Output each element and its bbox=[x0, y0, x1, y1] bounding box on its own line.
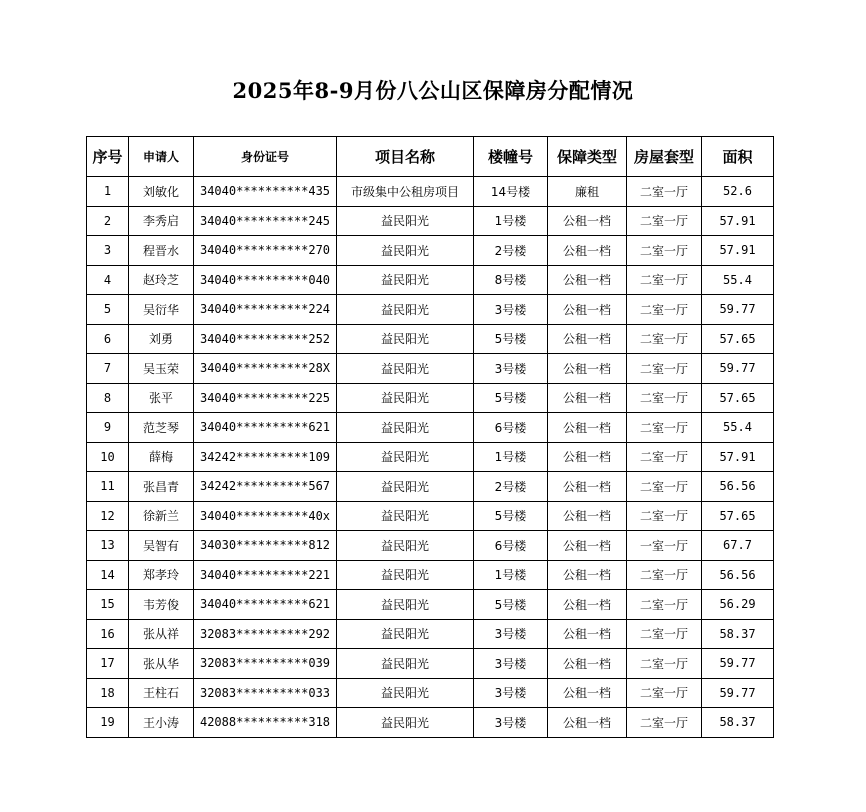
cell-housing-type: 公租一档 bbox=[548, 383, 627, 413]
cell-id-number: 34040**********621 bbox=[194, 590, 337, 620]
cell-building: 1号楼 bbox=[474, 442, 548, 472]
cell-applicant: 李秀启 bbox=[129, 206, 194, 236]
cell-building: 3号楼 bbox=[474, 708, 548, 738]
cell-layout: 二室一厅 bbox=[627, 206, 702, 236]
cell-building: 8号楼 bbox=[474, 265, 548, 295]
cell-area: 58.37 bbox=[702, 708, 774, 738]
cell-housing-type: 公租一档 bbox=[548, 265, 627, 295]
cell-area: 59.77 bbox=[702, 295, 774, 325]
cell-area: 57.65 bbox=[702, 383, 774, 413]
cell-layout: 二室一厅 bbox=[627, 590, 702, 620]
cell-housing-type: 公租一档 bbox=[548, 560, 627, 590]
cell-building: 2号楼 bbox=[474, 472, 548, 502]
cell-layout: 二室一厅 bbox=[627, 442, 702, 472]
cell-applicant: 吴智有 bbox=[129, 531, 194, 561]
cell-project: 益民阳光 bbox=[337, 619, 474, 649]
cell-area: 56.56 bbox=[702, 560, 774, 590]
cell-building: 1号楼 bbox=[474, 560, 548, 590]
cell-layout: 二室一厅 bbox=[627, 560, 702, 590]
cell-project: 益民阳光 bbox=[337, 560, 474, 590]
header-building: 楼幢号 bbox=[474, 137, 548, 177]
cell-project: 市级集中公租房项目 bbox=[337, 177, 474, 207]
cell-project: 益民阳光 bbox=[337, 442, 474, 472]
cell-seq: 15 bbox=[87, 590, 129, 620]
cell-applicant: 张昌青 bbox=[129, 472, 194, 502]
cell-seq: 6 bbox=[87, 324, 129, 354]
cell-housing-type: 公租一档 bbox=[548, 649, 627, 679]
cell-layout: 二室一厅 bbox=[627, 619, 702, 649]
cell-area: 57.91 bbox=[702, 206, 774, 236]
cell-building: 3号楼 bbox=[474, 649, 548, 679]
table-row bbox=[87, 383, 774, 413]
cell-applicant: 刘勇 bbox=[129, 324, 194, 354]
cell-seq: 18 bbox=[87, 678, 129, 708]
cell-housing-type: 廉租 bbox=[548, 177, 627, 207]
table-row bbox=[87, 649, 774, 679]
header-project: 项目名称 bbox=[337, 137, 474, 177]
cell-building: 5号楼 bbox=[474, 324, 548, 354]
cell-housing-type: 公租一档 bbox=[548, 354, 627, 384]
cell-housing-type: 公租一档 bbox=[548, 501, 627, 531]
header-applicant: 申请人 bbox=[129, 137, 194, 177]
cell-building: 5号楼 bbox=[474, 501, 548, 531]
table-row bbox=[87, 501, 774, 531]
cell-area: 57.91 bbox=[702, 442, 774, 472]
cell-building: 5号楼 bbox=[474, 590, 548, 620]
cell-seq: 13 bbox=[87, 531, 129, 561]
cell-housing-type: 公租一档 bbox=[548, 472, 627, 502]
cell-building: 2号楼 bbox=[474, 236, 548, 266]
cell-project: 益民阳光 bbox=[337, 295, 474, 325]
cell-layout: 二室一厅 bbox=[627, 472, 702, 502]
cell-applicant: 张从祥 bbox=[129, 619, 194, 649]
cell-id-number: 34040**********040 bbox=[194, 265, 337, 295]
cell-seq: 16 bbox=[87, 619, 129, 649]
cell-id-number: 32083**********033 bbox=[194, 678, 337, 708]
cell-layout: 二室一厅 bbox=[627, 295, 702, 325]
cell-layout: 二室一厅 bbox=[627, 354, 702, 384]
cell-applicant: 刘敏化 bbox=[129, 177, 194, 207]
cell-id-number: 34040**********40x bbox=[194, 501, 337, 531]
cell-building: 3号楼 bbox=[474, 678, 548, 708]
cell-applicant: 王小涛 bbox=[129, 708, 194, 738]
cell-seq: 12 bbox=[87, 501, 129, 531]
cell-id-number: 32083**********292 bbox=[194, 619, 337, 649]
cell-id-number: 32083**********039 bbox=[194, 649, 337, 679]
allocation-table bbox=[86, 136, 774, 738]
table-header-row bbox=[87, 137, 774, 177]
cell-id-number: 34040**********225 bbox=[194, 383, 337, 413]
cell-layout: 二室一厅 bbox=[627, 708, 702, 738]
cell-id-number: 34040**********245 bbox=[194, 206, 337, 236]
cell-layout: 一室一厅 bbox=[627, 531, 702, 561]
cell-project: 益民阳光 bbox=[337, 472, 474, 502]
table-row bbox=[87, 354, 774, 384]
cell-building: 3号楼 bbox=[474, 354, 548, 384]
cell-area: 58.37 bbox=[702, 619, 774, 649]
cell-seq: 7 bbox=[87, 354, 129, 384]
table-row bbox=[87, 206, 774, 236]
cell-area: 59.77 bbox=[702, 678, 774, 708]
cell-applicant: 吴衍华 bbox=[129, 295, 194, 325]
cell-area: 55.4 bbox=[702, 413, 774, 443]
cell-seq: 2 bbox=[87, 206, 129, 236]
cell-area: 59.77 bbox=[702, 649, 774, 679]
cell-layout: 二室一厅 bbox=[627, 413, 702, 443]
table-row bbox=[87, 708, 774, 738]
cell-applicant: 赵玲芝 bbox=[129, 265, 194, 295]
cell-seq: 8 bbox=[87, 383, 129, 413]
cell-building: 6号楼 bbox=[474, 531, 548, 561]
cell-seq: 4 bbox=[87, 265, 129, 295]
cell-applicant: 吴玉荣 bbox=[129, 354, 194, 384]
cell-id-number: 34242**********567 bbox=[194, 472, 337, 502]
cell-housing-type: 公租一档 bbox=[548, 678, 627, 708]
cell-housing-type: 公租一档 bbox=[548, 295, 627, 325]
cell-layout: 二室一厅 bbox=[627, 383, 702, 413]
cell-housing-type: 公租一档 bbox=[548, 531, 627, 561]
cell-project: 益民阳光 bbox=[337, 649, 474, 679]
cell-applicant: 王柱石 bbox=[129, 678, 194, 708]
cell-applicant: 薛梅 bbox=[129, 442, 194, 472]
cell-housing-type: 公租一档 bbox=[548, 590, 627, 620]
cell-id-number: 34040**********252 bbox=[194, 324, 337, 354]
cell-seq: 3 bbox=[87, 236, 129, 266]
cell-applicant: 韦芳俊 bbox=[129, 590, 194, 620]
header-seq: 序号 bbox=[87, 137, 129, 177]
cell-project: 益民阳光 bbox=[337, 324, 474, 354]
cell-housing-type: 公租一档 bbox=[548, 324, 627, 354]
cell-project: 益民阳光 bbox=[337, 413, 474, 443]
table-row bbox=[87, 295, 774, 325]
cell-applicant: 徐新兰 bbox=[129, 501, 194, 531]
cell-id-number: 34040**********621 bbox=[194, 413, 337, 443]
cell-layout: 二室一厅 bbox=[627, 501, 702, 531]
cell-layout: 二室一厅 bbox=[627, 649, 702, 679]
cell-layout: 二室一厅 bbox=[627, 177, 702, 207]
cell-project: 益民阳光 bbox=[337, 206, 474, 236]
cell-project: 益民阳光 bbox=[337, 236, 474, 266]
cell-project: 益民阳光 bbox=[337, 383, 474, 413]
cell-area: 56.29 bbox=[702, 590, 774, 620]
cell-applicant: 范芝琴 bbox=[129, 413, 194, 443]
cell-seq: 1 bbox=[87, 177, 129, 207]
header-layout: 房屋套型 bbox=[627, 137, 702, 177]
cell-building: 6号楼 bbox=[474, 413, 548, 443]
cell-building: 14号楼 bbox=[474, 177, 548, 207]
cell-seq: 5 bbox=[87, 295, 129, 325]
cell-housing-type: 公租一档 bbox=[548, 236, 627, 266]
cell-id-number: 34040**********435 bbox=[194, 177, 337, 207]
cell-area: 57.65 bbox=[702, 501, 774, 531]
cell-project: 益民阳光 bbox=[337, 265, 474, 295]
table-row bbox=[87, 472, 774, 502]
cell-seq: 19 bbox=[87, 708, 129, 738]
table-row bbox=[87, 324, 774, 354]
table-row bbox=[87, 442, 774, 472]
cell-project: 益民阳光 bbox=[337, 354, 474, 384]
cell-project: 益民阳光 bbox=[337, 708, 474, 738]
table-row bbox=[87, 531, 774, 561]
cell-building: 1号楼 bbox=[474, 206, 548, 236]
table-row bbox=[87, 236, 774, 266]
cell-area: 59.77 bbox=[702, 354, 774, 384]
table-body bbox=[87, 177, 774, 738]
table-row bbox=[87, 413, 774, 443]
cell-project: 益民阳光 bbox=[337, 531, 474, 561]
cell-layout: 二室一厅 bbox=[627, 265, 702, 295]
cell-area: 57.65 bbox=[702, 324, 774, 354]
table-row bbox=[87, 678, 774, 708]
cell-area: 56.56 bbox=[702, 472, 774, 502]
cell-seq: 14 bbox=[87, 560, 129, 590]
cell-layout: 二室一厅 bbox=[627, 236, 702, 266]
cell-id-number: 34040**********28X bbox=[194, 354, 337, 384]
cell-building: 5号楼 bbox=[474, 383, 548, 413]
cell-layout: 二室一厅 bbox=[627, 678, 702, 708]
cell-project: 益民阳光 bbox=[337, 501, 474, 531]
document-title: 2025年8-9月份八公山区保障房分配情况 bbox=[232, 78, 634, 103]
cell-id-number: 34040**********221 bbox=[194, 560, 337, 590]
cell-id-number: 34242**********109 bbox=[194, 442, 337, 472]
cell-building: 3号楼 bbox=[474, 295, 548, 325]
cell-housing-type: 公租一档 bbox=[548, 708, 627, 738]
cell-id-number: 42088**********318 bbox=[194, 708, 337, 738]
cell-area: 57.91 bbox=[702, 236, 774, 266]
cell-seq: 11 bbox=[87, 472, 129, 502]
table-row bbox=[87, 590, 774, 620]
table-row bbox=[87, 619, 774, 649]
cell-applicant: 郑孝玲 bbox=[129, 560, 194, 590]
cell-housing-type: 公租一档 bbox=[548, 206, 627, 236]
cell-seq: 9 bbox=[87, 413, 129, 443]
cell-layout: 二室一厅 bbox=[627, 324, 702, 354]
cell-housing-type: 公租一档 bbox=[548, 413, 627, 443]
cell-applicant: 张从华 bbox=[129, 649, 194, 679]
header-housing-type: 保障类型 bbox=[548, 137, 627, 177]
cell-id-number: 34040**********270 bbox=[194, 236, 337, 266]
cell-housing-type: 公租一档 bbox=[548, 442, 627, 472]
cell-seq: 10 bbox=[87, 442, 129, 472]
cell-project: 益民阳光 bbox=[337, 678, 474, 708]
cell-applicant: 程晋水 bbox=[129, 236, 194, 266]
cell-housing-type: 公租一档 bbox=[548, 619, 627, 649]
table-row bbox=[87, 560, 774, 590]
cell-area: 52.6 bbox=[702, 177, 774, 207]
cell-project: 益民阳光 bbox=[337, 590, 474, 620]
cell-seq: 17 bbox=[87, 649, 129, 679]
cell-id-number: 34040**********224 bbox=[194, 295, 337, 325]
cell-area: 67.7 bbox=[702, 531, 774, 561]
table-row bbox=[87, 265, 774, 295]
cell-building: 3号楼 bbox=[474, 619, 548, 649]
cell-area: 55.4 bbox=[702, 265, 774, 295]
cell-id-number: 34030**********812 bbox=[194, 531, 337, 561]
header-area: 面积 bbox=[702, 137, 774, 177]
cell-applicant: 张平 bbox=[129, 383, 194, 413]
header-id-number: 身份证号 bbox=[194, 137, 337, 177]
table-row bbox=[87, 177, 774, 207]
